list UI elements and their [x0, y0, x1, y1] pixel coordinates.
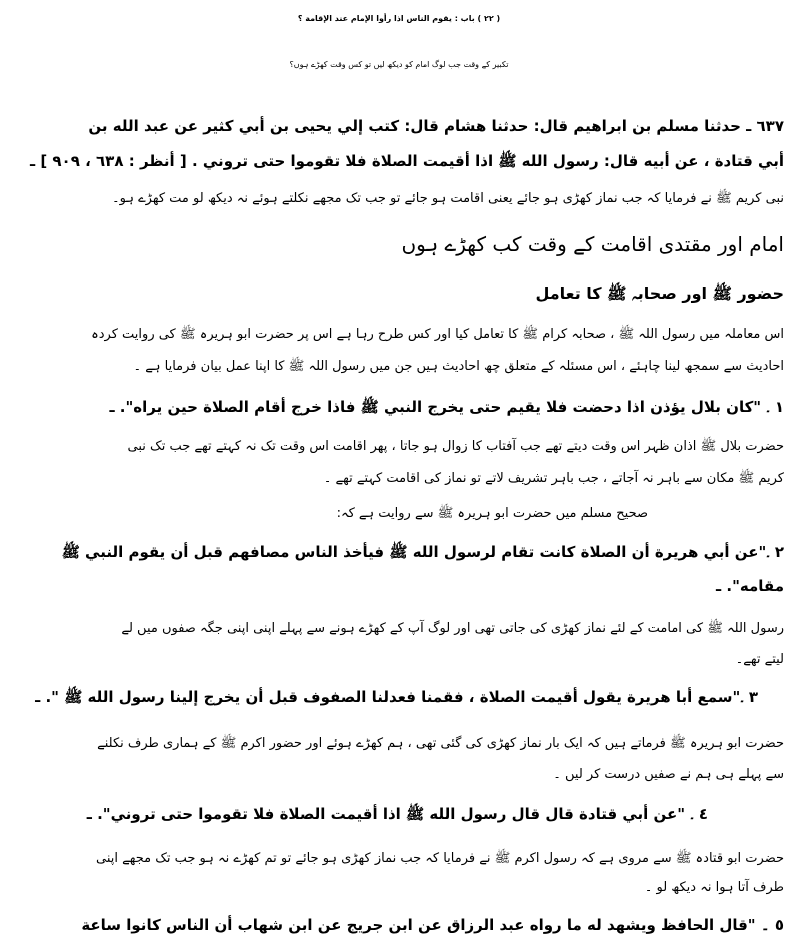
item4-urdu-line2: طرف آتا ہوا نہ دیکھ لو ۔: [644, 880, 784, 895]
item2-arabic-line2: مقامه". ـ: [716, 577, 784, 595]
item2-urdu-line1: رسول اللہ ﷺ کی امامت کے لئے نماز کھڑی کی جاتی تھی اور لوگ آپ کے کھڑے ہونے سے پہلے اپنی اپنی جگہ صفوں میں لے: [121, 621, 784, 636]
intro-line1: اس معاملہ میں رسول اللہ ﷺ ، صحابہ کرام ﷺ کا تعامل کیا اور کس طرح رہا ہے اس پر حضرت ابو ہریرہ ﷺ کی روایت کردہ: [91, 327, 784, 342]
item5-arabic: ٥ ۔ "قال الحافظ ويشهد له ما رواه عبد الرزاق عن ابن جريج عن ابن شهاب أن الناس كانوا ساعة: [81, 916, 784, 934]
item2-urdu-line2: لیتے تھے۔: [735, 652, 784, 667]
hadith-637-line2: أبي قتادة ، عن أبيه قال: رسول الله ﷺ اذا أقيمت الصلاة فلا تقوموا حتى تروني . [ أنظر : ٦٣٨ ، ٩٠٩ ] ـ: [29, 152, 784, 170]
item1-urdu-line1: حضرت بلال ﷺ اذان ظہر اس وقت دیتے تھے جب آفتاب کا زوال ہو جاتا ، پھر اقامت اس وقت تک نہ کہتے تھے جب تک نبی: [127, 439, 784, 454]
intro-line2: احادیث سے سمجھ لینا چاہئے ، اس مسئلہ کے متعلق چھ احادیث ہیں جن میں رسول اللہ ﷺ کا اپنا عمل بیان فرمایا ہے ۔: [133, 359, 784, 374]
item4-urdu-line1: حضرت ابو قتادہ ﷺ سے مروی ہے کہ رسول اکرم ﷺ نے فرمایا کہ جب نماز کھڑی ہو جائے تو تم کھڑے نہ ہو جب تک مجھے اپنی: [96, 851, 784, 866]
section-heading: امام اور مقتدی اقامت کے وقت کب کھڑے ہوں: [401, 232, 784, 256]
item3-urdu-line2: سے پہلے ہی ہم نے صفیں درست کر لیں ۔: [553, 767, 784, 782]
item1-urdu-line3: صحیح مسلم میں حضرت ابو ہریرہ ﷺ سے روایت ہے کہ:: [336, 506, 648, 521]
chapter-title: ( ٢٢ ) باب : يقوم الناس اذا رأوا الإمام عند الإقامة ؟: [297, 14, 501, 23]
item1-arabic: ١ ۔ "كان بلال يؤذن اذا دحضت فلا يقيم حتى يخرج النبي ﷺ فاذا خرج أقام الصلاة حين يراه". ـ: [109, 398, 784, 416]
item2-arabic-line1: ٢ ۔"عن أبي هريرة أن الصلاة كانت تقام لرسول الله ﷺ فيأخذ الناس مصافهم قبل أن يقوم النبي ﷺ: [61, 543, 784, 561]
chapter-subtitle: تکبیر کے وقت جب لوگ امام کو دیکھ لیں تو کس وقت کھڑے ہوں؟: [289, 60, 509, 69]
hadith-637-line1: ٦٣٧ ـ حدثنا مسلم بن ابراهيم قال: حدثنا هشام قال: كتب إلي يحيى بن أبي كثير عن عبد الله بن: [88, 117, 784, 135]
item4-arabic: ٤ ۔ "عن أبي قتادة قال قال رسول الله ﷺ اذا أقيمت الصلاة فلا تقوموا حتى تروني". ـ: [86, 805, 708, 823]
sub-heading: حضور ﷺ اور صحابہ ﷺ کا تعامل: [535, 284, 784, 303]
item1-urdu-line2: کریم ﷺ مکان سے باہر نہ آجاتے ، جب باہر تشریف لاتے تو نماز کی اقامت کہتے تھے ۔: [323, 471, 784, 486]
hadith-637-translation: نبی کریم ﷺ نے فرمایا کہ جب نماز کھڑی ہو جائے یعنی اقامت ہو جائے تو جب تک مجھے نکلتے ہوئے نہ دیکھ لو مت کھڑے ہو۔: [111, 191, 784, 206]
item3-arabic: ٣ ۔"سمع أبا هريرة يقول أقيمت الصلاة ، فقمنا فعدلنا الصفوف قبل أن يخرج إلينا رسول الله ﷺ ". ـ: [35, 688, 758, 706]
item3-urdu-line1: حضرت ابو ہریرہ ﷺ فرماتے ہیں کہ ایک بار نماز کھڑی کی گئی تھی ، ہم کھڑے ہوئے اور حضور اکرم ﷺ کے ہماری طرف نکلنے: [97, 736, 784, 751]
